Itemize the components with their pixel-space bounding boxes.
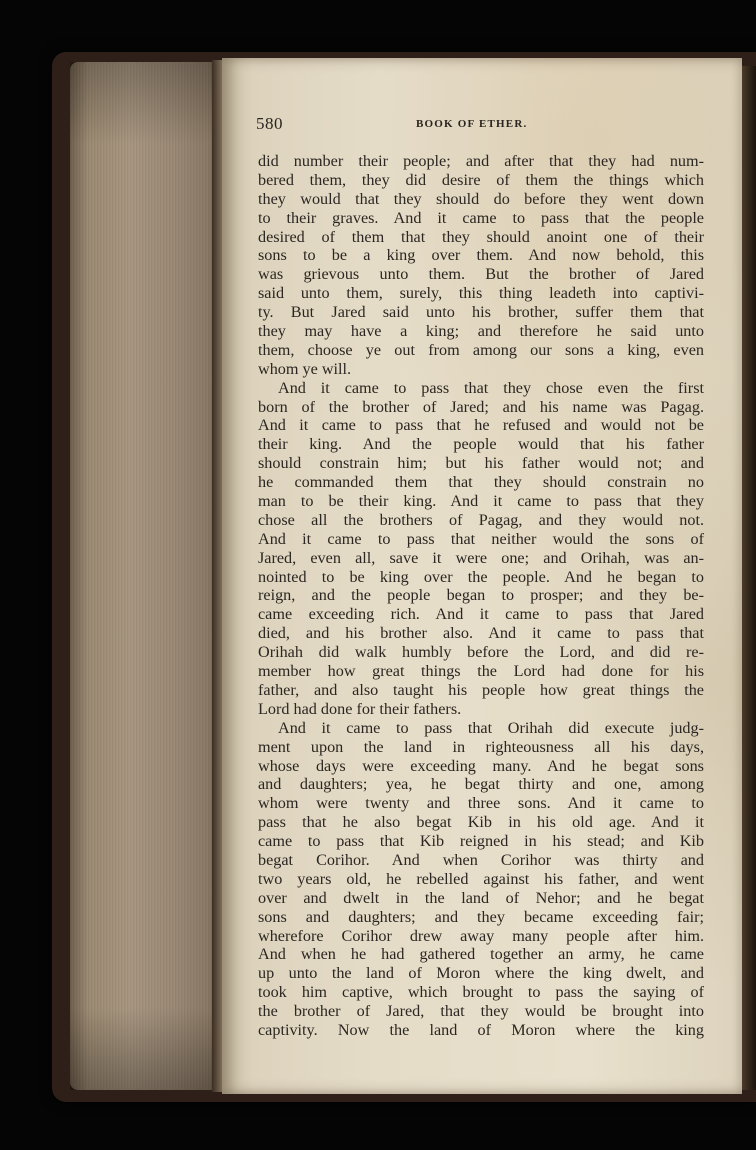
text-line: nointed to be king over the people. And he began to xyxy=(258,567,704,586)
text-line: sons to be a king over them. And now behold, this xyxy=(258,246,704,265)
text-line: he commanded them that they should constrain no xyxy=(258,473,704,492)
text-line: And when he had gathered together an army, he came xyxy=(258,945,704,964)
text-line: to their graves. And it came to pass that the people xyxy=(258,208,704,227)
text-line: begat Corihor. And when Corihor was thirty and xyxy=(258,850,704,869)
text-line: over and dwelt in the land of Nehor; and he begat xyxy=(258,888,704,907)
text-line: And it came to pass that neither would the sons of xyxy=(258,529,704,548)
text-line: up unto the land of Moron where the king dwelt, and xyxy=(258,964,704,983)
text-line: sons and daughters; and they became exceeding fair; xyxy=(258,907,704,926)
text-line: born of the brother of Jared; and his name was Pagag. xyxy=(258,397,704,416)
text-line: they would that they should do before they went down xyxy=(258,189,704,208)
text-line: bered them, they did desire of them the things which xyxy=(258,170,704,189)
text-line: Orihah did walk humbly before the Lord, and did re- xyxy=(258,643,704,662)
text-line: the brother of Jared, that they would be brought into xyxy=(258,1002,704,1021)
text-line: man to be their king. And it came to pass that they xyxy=(258,492,704,511)
page-stack-edge xyxy=(70,62,220,1090)
text-line: father, and also taught his people how great things the xyxy=(258,680,704,699)
text-line: reign, and the people began to prosper; and they be- xyxy=(258,586,704,605)
text-line: chose all the brothers of Pagag, and they would not. xyxy=(258,510,704,529)
text-line: pass that he also begat Kib in his old age. And it xyxy=(258,813,704,832)
text-line: Lord had done for their fathers. xyxy=(258,699,462,718)
text-line: their king. And the people would that his father xyxy=(258,435,704,454)
running-head: BOOK OF ETHER. xyxy=(416,118,528,130)
text-line: should constrain him; but his father would not; and xyxy=(258,454,704,473)
adjacent-page-edge xyxy=(742,66,756,1090)
book-page xyxy=(222,58,742,1094)
text-line: they may have a king; and therefore he said unto xyxy=(258,322,704,341)
text-line: said unto them, surely, this thing leadeth into captivi- xyxy=(258,284,704,303)
text-line: ment upon the land in righteousness all his days, xyxy=(258,737,704,756)
text-line: whom ye will. xyxy=(258,359,352,378)
text-line: came to pass that Kib reigned in his stead; and Kib xyxy=(258,832,704,851)
text-line: died, and his brother also. And it came to pass that xyxy=(258,624,704,643)
text-line: came exceeding rich. And it came to pass that Jared xyxy=(258,605,704,624)
body-text xyxy=(258,152,704,1040)
text-line: And it came to pass that he refused and would not be xyxy=(258,416,704,435)
text-line: And it came to pass that Orihah did execute judg- xyxy=(278,718,704,737)
text-line: whom were twenty and three sons. And it came to xyxy=(258,794,704,813)
text-line: member how great things the Lord had done for his xyxy=(258,662,704,681)
text-line: was grievous unto them. But the brother of Jared xyxy=(258,265,704,284)
text-line: And it came to pass that they chose even the first xyxy=(278,378,704,397)
text-line: two years old, he rebelled against his father, and went xyxy=(258,869,704,888)
page-number: 580 xyxy=(256,114,283,133)
text-line: desired of them that they should anoint one of their xyxy=(258,227,704,246)
text-line: them, choose ye out from among our sons a king, even xyxy=(258,340,704,359)
text-line: wherefore Corihor drew away many people after him. xyxy=(258,926,704,945)
text-line: did number their people; and after that they had num- xyxy=(258,152,704,170)
book xyxy=(52,52,756,1102)
text-line: whose days were exceeding many. And he begat sons xyxy=(258,756,704,775)
text-line: and daughters; yea, he begat thirty and one, among xyxy=(258,775,704,794)
page-header xyxy=(256,114,726,136)
text-line: captivity. Now the land of Moron where the king xyxy=(258,1020,704,1039)
text-line: took him captive, which brought to pass the saying of xyxy=(258,983,704,1002)
text-line: ty. But Jared said unto his brother, suffer them that xyxy=(258,303,704,322)
text-line: Jared, even all, save it were one; and Orihah, was an- xyxy=(258,548,704,567)
